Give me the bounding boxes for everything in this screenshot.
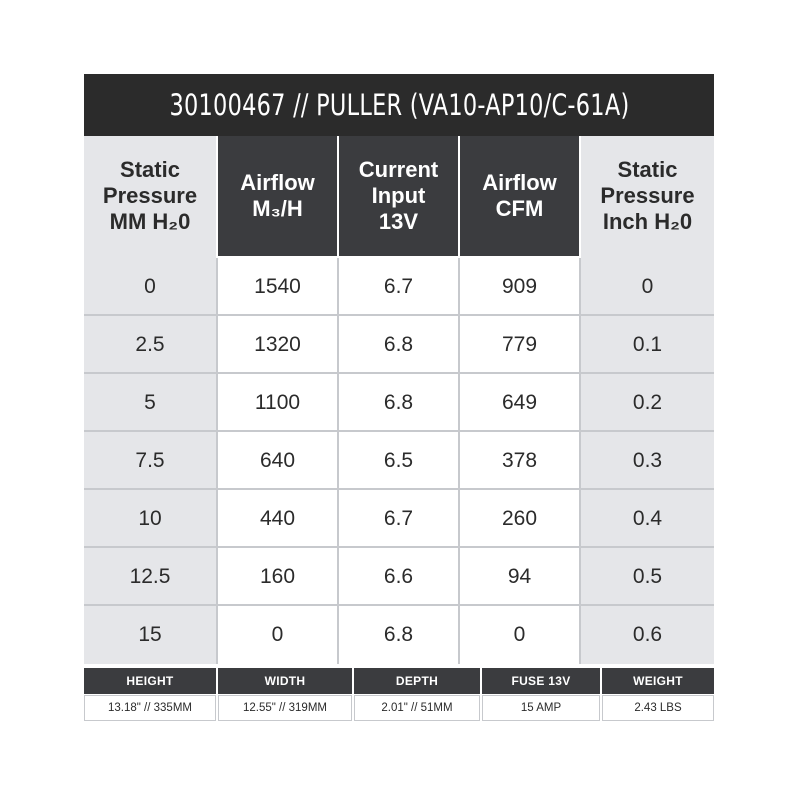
table-cell: 640	[259, 449, 296, 472]
column-header-line: Input	[371, 183, 426, 208]
table-cell: 5	[144, 391, 156, 414]
spec-header: WEIGHT	[602, 668, 714, 694]
table-cell: 779	[501, 333, 538, 356]
table-cell: 6.8	[383, 623, 414, 646]
spec-value: 2.43 LBS	[602, 695, 714, 721]
table-cell: 440	[259, 507, 296, 530]
spec-value: 12.55" // 319MM	[218, 695, 352, 721]
table-title: 30100467 // PULLER (VA10-AP10/C-61A)	[168, 88, 630, 122]
column-header-line: Static	[617, 157, 678, 182]
column-header	[581, 136, 714, 256]
spec-header: HEIGHT	[84, 668, 216, 694]
column-header-line: Inch H₂0	[602, 209, 693, 234]
table-title-bar	[84, 74, 714, 136]
table-cell: 10	[138, 507, 162, 530]
table-cell: 6.7	[383, 507, 414, 530]
table-cell: 2.5	[135, 333, 165, 356]
table-cell: 12.5	[129, 565, 171, 588]
table-cell: 160	[259, 565, 296, 588]
table-cell: 6.6	[383, 565, 414, 588]
table-cell: 0.3	[632, 449, 663, 472]
column-header-line: M₃/H	[252, 196, 303, 221]
table-cell: 7.5	[135, 449, 165, 472]
performance-table	[84, 136, 714, 664]
spec-value: 13.18" // 335MM	[84, 695, 216, 721]
table-cell: 0.6	[632, 623, 663, 646]
table-cell: 0.1	[632, 333, 663, 356]
spec-value: 2.01" // 51MM	[354, 695, 480, 721]
table-cell: 6.8	[383, 333, 414, 356]
column-header-text	[240, 170, 315, 222]
column-header-line: CFM	[495, 196, 544, 221]
spec-value: 15 AMP	[482, 695, 600, 721]
column-header	[460, 136, 579, 256]
column-header-line: Static	[120, 157, 180, 182]
table-cell: 0.2	[632, 391, 663, 414]
table-cell: 1320	[254, 333, 301, 356]
table-cell: 0.4	[632, 507, 663, 530]
table-cell: 378	[501, 449, 538, 472]
column-header-text	[103, 157, 197, 235]
column-header-text	[482, 170, 557, 222]
column-header	[339, 136, 458, 256]
table-cell: 1540	[254, 275, 301, 298]
column-header-line: 13V	[378, 209, 419, 234]
table-cell: 649	[501, 391, 538, 414]
column-header-line: MM H₂0	[109, 209, 191, 234]
table-cell: 15	[138, 623, 162, 646]
table-cell: 0	[144, 275, 156, 298]
table-cell: 0	[513, 623, 526, 646]
table-cell: 0	[271, 623, 284, 646]
column-header-line: Airflow	[482, 170, 557, 195]
spec-header: WIDTH	[218, 668, 352, 694]
column-header-line: Pressure	[102, 183, 198, 208]
table-cell: 0.5	[632, 565, 663, 588]
table-cell: 0	[641, 275, 654, 298]
column-header	[84, 136, 216, 256]
table-cell: 6.7	[383, 275, 414, 298]
table-cell: 6.5	[383, 449, 414, 472]
table-cell: 94	[507, 565, 532, 588]
column-header-line: Current	[358, 157, 439, 182]
column-header-text	[359, 157, 438, 235]
table-cell: 6.8	[383, 391, 414, 414]
table-cell: 260	[501, 507, 538, 530]
column-header	[218, 136, 337, 256]
spec-header: DEPTH	[354, 668, 480, 694]
table-cell: 909	[501, 275, 538, 298]
column-header-line: Airflow	[240, 170, 315, 195]
spec-header: FUSE 13V	[482, 668, 600, 694]
column-header-line: Pressure	[600, 183, 695, 208]
table-cell: 1100	[254, 391, 301, 414]
column-header-text	[600, 157, 694, 235]
